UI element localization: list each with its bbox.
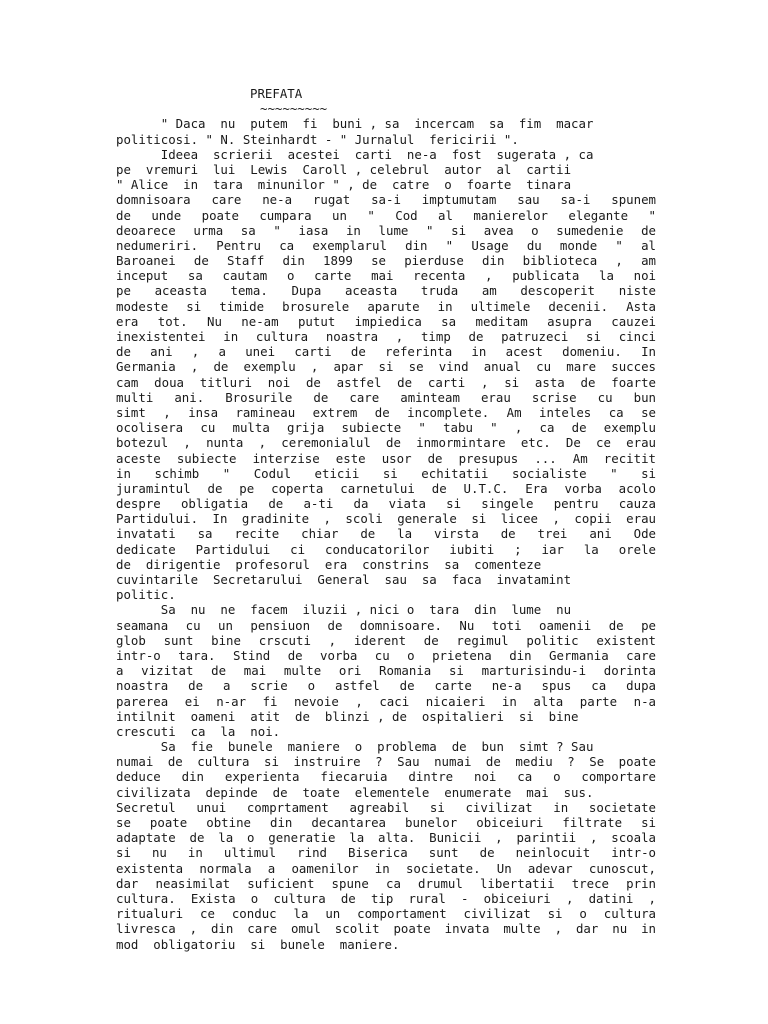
text-line: Sa fie bunele maniere o problema de bun simt ? Sau	[116, 739, 594, 755]
text-line: Ideea scrierii acestei carti ne-a fost sugerata , ca	[116, 146, 594, 162]
text-line: " Alice in tara minunilor " , de catre o foarte tinara	[116, 177, 572, 193]
text-line: domnisoara care ne-a rugat sa-i imptumutam sau sa-i spunem	[116, 192, 656, 208]
text-line: noastra de a scrie o astfel de carte ne-a spus ca dupa	[116, 678, 656, 694]
text-line: de dirigentie profesorul era constrins sa comenteze	[116, 556, 542, 572]
text-line: existenta normala a oamenilor in societate. Un adevar cunoscut,	[116, 860, 656, 876]
text-line: a vizitat de mai multe ori Romania si marturisindu-i dorinta	[116, 663, 656, 679]
text-line: numai de cultura si instruire ? Sau numai de mediu ? Se poate	[116, 754, 656, 770]
text-line: Baroanei de Staff din 1899 se pierduse din biblioteca , am	[116, 253, 656, 269]
text-line: si nu in ultimul rind Biserica sunt de neinlocuit intr-o	[116, 845, 656, 861]
text-line: de ani , a unei carti de referinta in acest domeniu. In	[116, 344, 656, 360]
text-line: livresca , din care omul scolit poate invata multe , dar nu in	[116, 921, 656, 937]
text-line: politicosi. " N. Steinhardt - " Jurnalul fericirii ".	[116, 131, 519, 147]
text-line: modeste si timide brosurele aparute in ultimele decenii. Asta	[116, 298, 656, 314]
text-line: deoarece urma sa " iasa in lume " si avea o sumedenie de	[116, 222, 656, 238]
text-line: in schimb " Codul eticii si echitatii socialiste " si	[116, 465, 656, 481]
title-underline: ~~~~~~~~~	[260, 101, 328, 117]
text-line: de unde poate cumpara un " Cod al manierelor elegante "	[116, 207, 656, 223]
text-line: " Daca nu putem fi buni , sa incercam sa fim macar	[116, 116, 594, 132]
text-line: seamana cu un pensiuon de domnisoare. Nu toti oamenii de pe	[116, 617, 656, 633]
text-line: crescuti ca la noi.	[116, 723, 281, 739]
text-line: ocolisera cu multa grija subiecte " tabu " , ca de exemplu	[116, 420, 656, 436]
text-line: se poate obtine din decantarea bunelor obiceiuri filtrate si	[116, 815, 656, 830]
text-line: botezul , nunta , ceremonialul de inmormintare etc. De ce erau	[116, 435, 656, 451]
text-line: simt , insa ramineau extrem de incomplete. Am inteles ca se	[116, 404, 656, 420]
page-title: PREFATA	[250, 86, 303, 101]
text-line: aceste subiecte interzise este usor de presupus ... Am recitit	[116, 450, 656, 466]
text-line: parerea ei n-ar fi nevoie , caci nicaieri in alta parte n-a	[116, 693, 656, 709]
text-line: despre obligatia de a-ti da viata si singele pentru cauza	[116, 496, 656, 512]
text-line: adaptate de la o generatie la alta. Bunicii , parintii , scoala	[116, 830, 656, 846]
text-line: mod obligatoriu si bunele maniere.	[116, 936, 400, 952]
text-line: dar neasimilat suficient spune ca drumul libertatii trece prin	[116, 875, 656, 891]
text-line: Sa nu ne facem iluzii , nici o tara din lume nu	[116, 602, 572, 618]
text-line: pe aceasta tema. Dupa aceasta truda am descoperit niste	[116, 283, 656, 299]
text-line: invatati sa recite chiar de la virsta de trei ani Ode	[116, 526, 656, 542]
text-line: multi ani. Brosurile de care aminteam erau scrise cu bun	[116, 389, 656, 405]
text-line: intr-o tara. Stind de vorba cu o prietena din Germania care	[116, 647, 656, 663]
text-line: inceput sa cautam o carte mai recenta , publicata la noi	[116, 268, 656, 284]
text-line: civilizata depinde de toate elementele enumerate mai sus.	[116, 784, 594, 800]
text-line: politic.	[116, 587, 176, 603]
text-line: cuvintarile Secretarului General sau sa faca invatamint	[116, 572, 572, 587]
text-line: Secretul unui comprtament agreabil si civilizat in societate	[116, 799, 656, 815]
text-line: dedicate Partidului ci conducatorilor iubiti ; iar la orele	[116, 541, 656, 557]
text-line: juramintul de pe coperta carnetului de U.T.C. Era vorba acolo	[116, 480, 656, 496]
text-line: Germania , de exemplu , apar si se vind anual cu mare succes	[116, 359, 656, 375]
text-line: glob sunt bine crscuti , iderent de regimul politic existent	[116, 632, 656, 648]
text-line: intilnit oameni atit de blinzi , de ospitalieri si bine	[116, 708, 579, 724]
document-body	[116, 86, 656, 952]
text-line: pe vremuri lui Lewis Caroll , celebrul autor al cartii	[116, 161, 572, 177]
text-line: cultura. Exista o cultura de tip rural - obiceiuri , datini ,	[116, 890, 656, 906]
text-line: Partidului. In gradinite , scoli generale si licee , copii erau	[116, 511, 656, 527]
text-line: era tot. Nu ne-am putut impiedica sa meditam asupra cauzei	[116, 313, 656, 329]
text-line: nedumeriri. Pentru ca exemplarul din " Usage du monde " al	[116, 237, 656, 253]
text-line: cam doua titluri noi de astfel de carti , si asta de foarte	[116, 374, 656, 390]
text-line: inexistentei in cultura noastra , timp de patruzeci si cinci	[116, 329, 656, 344]
paragraph-lines	[116, 116, 656, 951]
text-line: ritualuri ce conduc la un comportament civilizat si o cultura	[116, 906, 656, 922]
text-line: deduce din experienta fiecaruia dintre noi ca o comportare	[116, 769, 656, 785]
